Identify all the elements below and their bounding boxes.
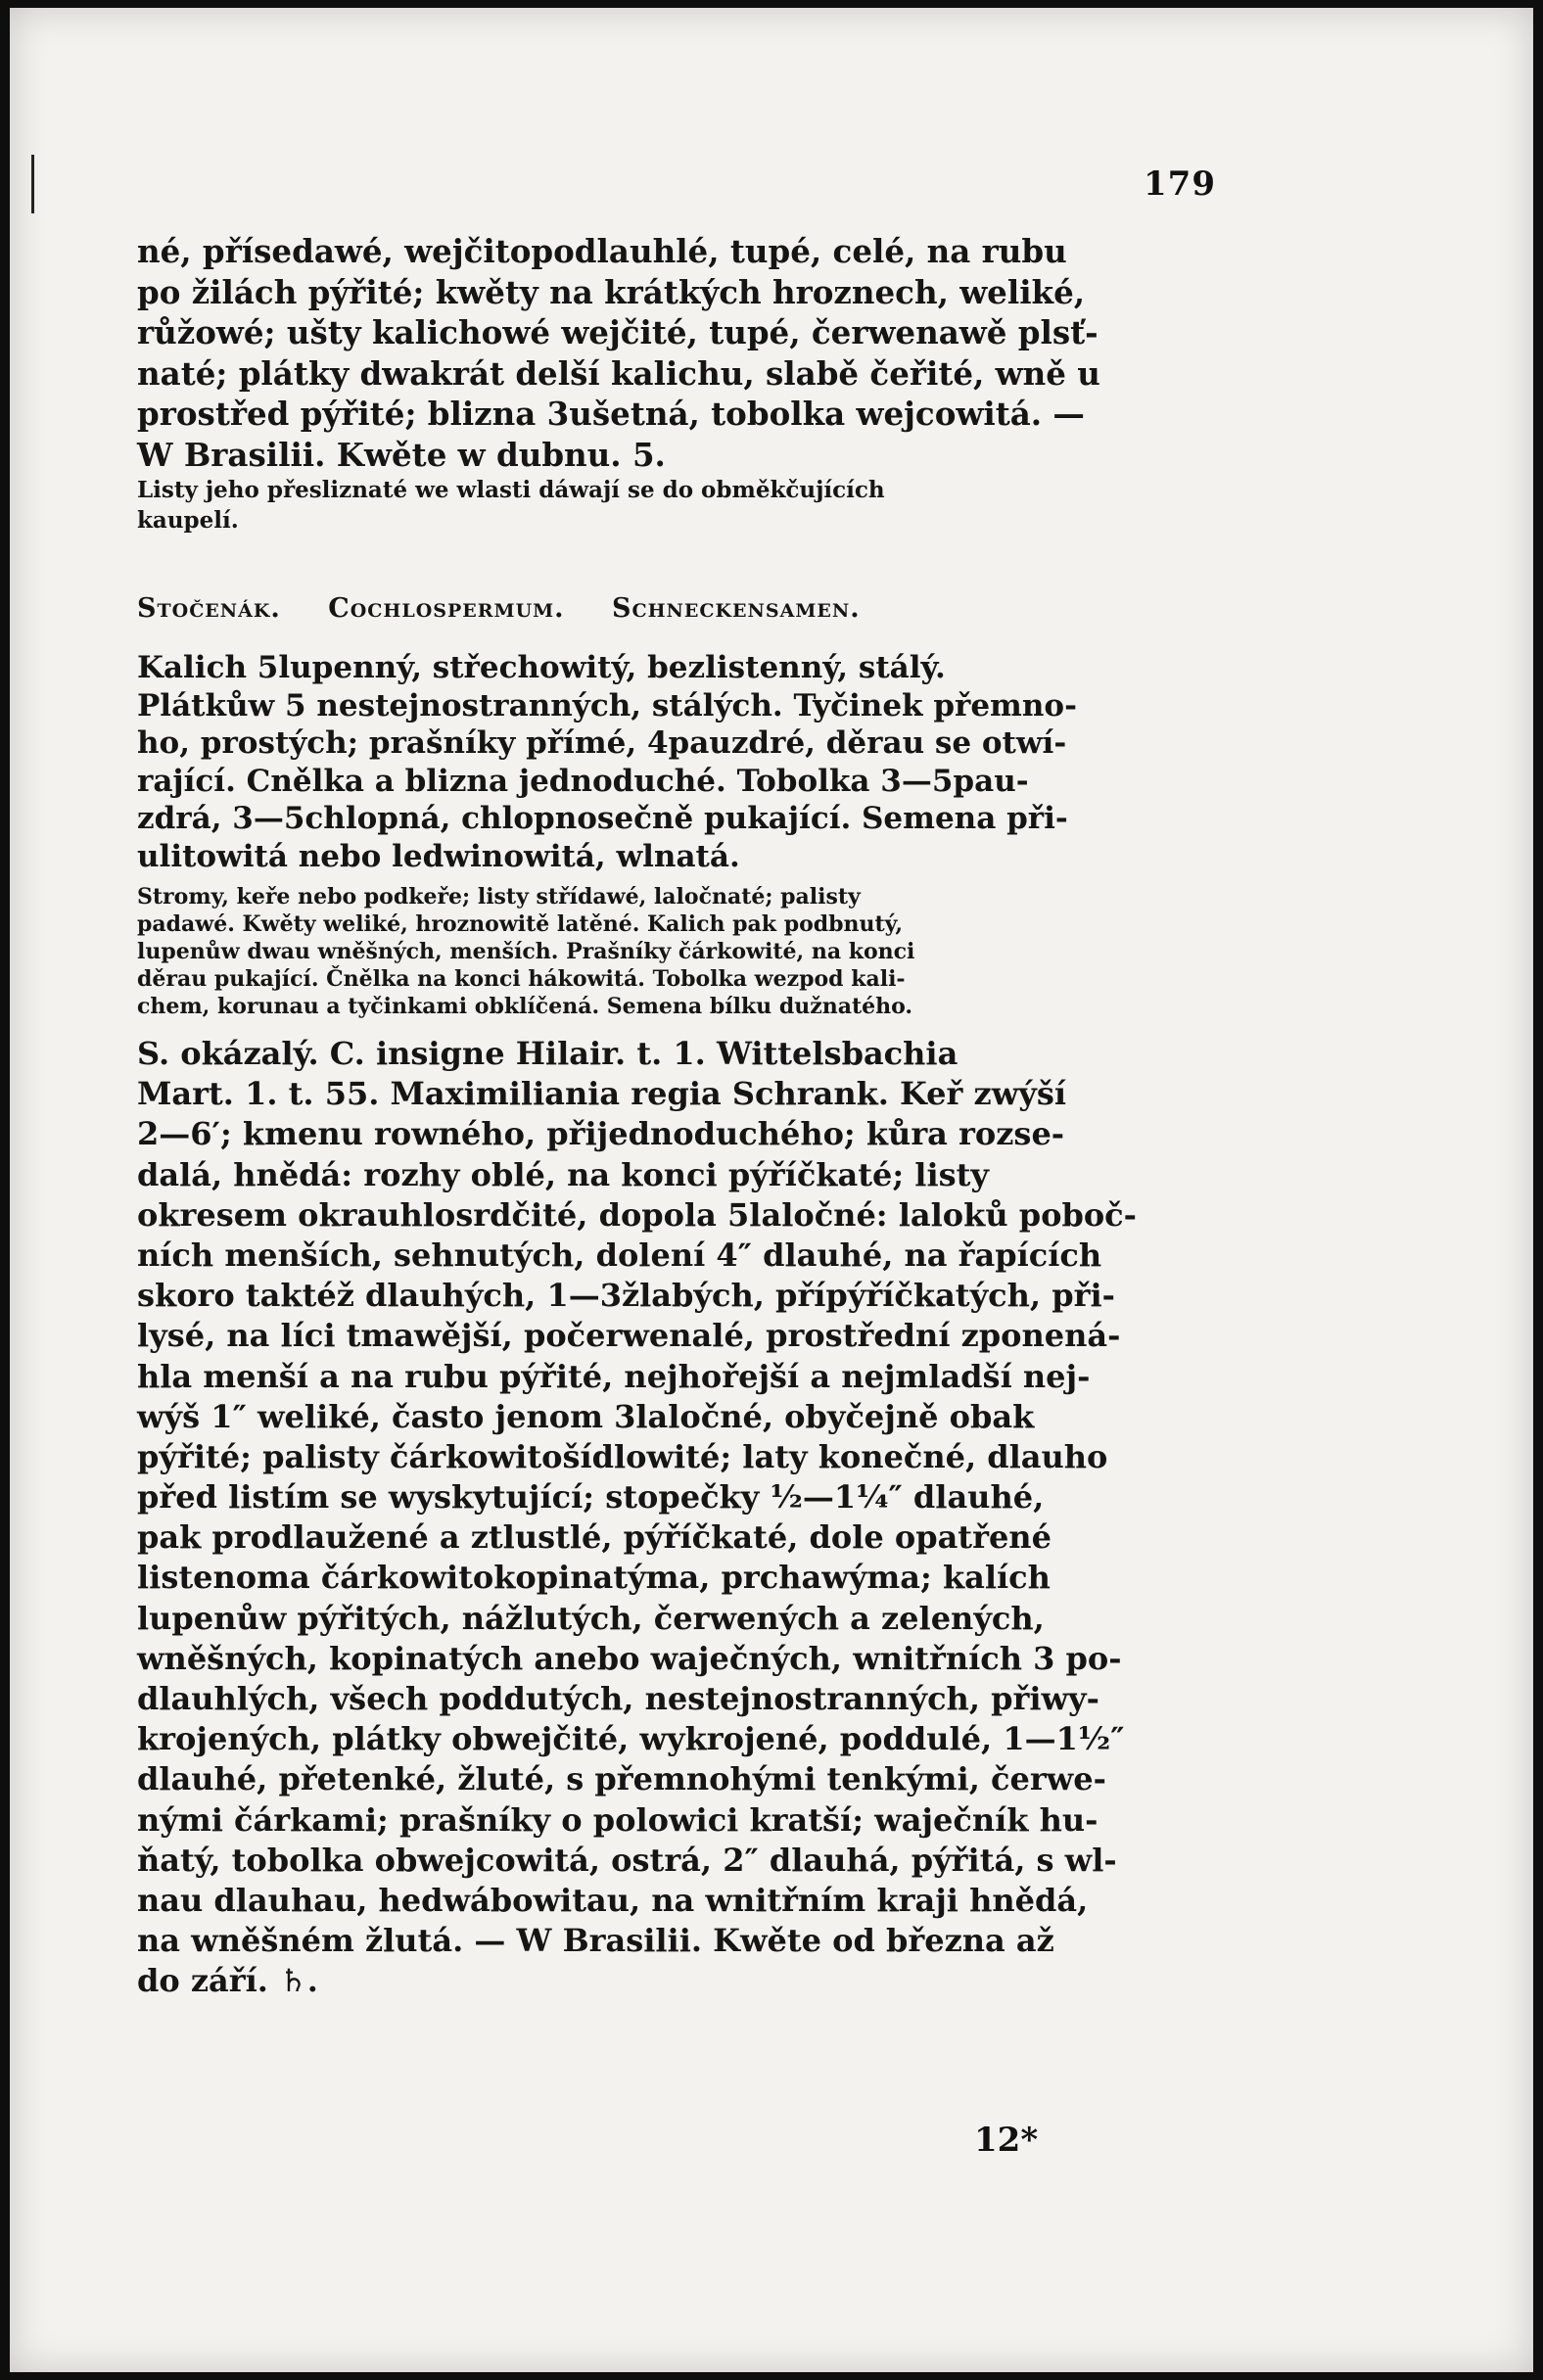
note-line: kaupelí. (137, 507, 239, 534)
page-edge-mark (31, 155, 34, 213)
note-line: Listy jeho přesliznaté we wlasti dáwají se do obměkčujících (137, 477, 885, 503)
genus-heading (137, 584, 1214, 633)
text-line: do září. ♄. (137, 1962, 318, 2000)
text-line: nau dlauhau, hedwábowitau, na wnitřním kraji hnědá, (137, 1881, 1089, 1919)
note-line: děrau pukající. Čnělka na konci hákowitá. Tobolka wezpod kali- (137, 966, 906, 992)
text-line: na wněšném žlutá. — W Brasilii. Kwěte od března až (137, 1922, 1054, 1960)
note-line: padawé. Kwěty weliké, hroznowitě latěné. Kalich pak podbnutý, (137, 911, 904, 937)
text-line: Kalich 5lupenný, střechowitý, bezlistenný, stálý. (137, 650, 946, 685)
note-line: chem, korunau a tyčinkami obklíčená. Semena bílku dužnatého. (137, 994, 913, 1019)
text-line: nými čárkami; prašníky o polowici kratší; waječník hu- (137, 1800, 1099, 1839)
species-entry (137, 1034, 1214, 2002)
text-line: dlauhé, přetenké, žluté, s přemnohými tenkými, čerwe- (137, 1760, 1106, 1798)
text-line: dalá, hnědá: rozhy oblé, na konci pýříčkaté; listy (137, 1155, 989, 1193)
genus-description (137, 649, 1214, 875)
text-line: okresem okrauhlosrdčité, dopola 5laločné: laloků poboč- (137, 1195, 1137, 1234)
text-line: hla menší a na rubu pýřité, nejhořejší a nejmladší nej- (137, 1357, 1091, 1395)
text-line: né, přísedawé, wejčitopodlauhlé, tupé, celé, na rubu (137, 232, 1067, 270)
text-line: rající. Cnělka a blizna jednoduché. Tobolka 3—5pau- (137, 763, 1029, 799)
text-line: pýřité; palisty čárkowitošídlowité; laty konečné, dlauho (137, 1437, 1108, 1475)
text-line: pak prodlaužené a ztlustlé, pýříčkaté, dole opatřené (137, 1518, 1052, 1557)
text-line: naté; plátky dwakrát delší kalichu, slabě čeřité, wně u (137, 353, 1100, 393)
genus-note (137, 883, 1214, 1020)
text-line: prostřed pýřité; blizna 3ušetná, tobolka wejcowitá. — (137, 395, 1085, 433)
text-line: W Brasilii. Kwěte w dubnu. 5. (137, 435, 666, 474)
text-line: ňatý, tobolka obwejcowitá, ostrá, 2″ dlauhá, pýřitá, s wl- (137, 1841, 1117, 1879)
text-line: S. okázalý. C. insigne Hilair. t. 1. Wittelsbachia (137, 1035, 959, 1072)
note-line: Stromy, keře nebo podkeře; listy střídawé, laločnaté; palisty (137, 884, 861, 910)
genus-czech-name: Stočenák. (137, 593, 281, 624)
genus-latin-name: Cochlospermum. (328, 593, 565, 624)
text-line: růžowé; ušty kalichowé wejčité, tupé, čerwenawě plsť- (137, 313, 1099, 351)
text-line: dlauhlých, všech poddutých, nestejnostranných, přiwy- (137, 1680, 1099, 1717)
note-line: lupenůw dwau wněšných, menších. Prašníky čárkowité, na konci (137, 939, 915, 964)
page-number: 179 (1144, 164, 1216, 204)
text-line: skoro taktéž dlauhých, 1—3žlabých, přípýříčkatých, při- (137, 1277, 1115, 1315)
text-line: ulitowitá nebo ledwinowitá, wlnatá. (137, 838, 740, 874)
text-line: Mart. 1. t. 55. Maximiliania regia Schrank. Keř zwýší (137, 1075, 1066, 1113)
text-line: Plátkůw 5 nestejnostranných, stálých. Tyčinek přemno- (137, 687, 1077, 723)
text-line: zdrá, 3—5chlopná, chlopnosečně pukající. Semena při- (137, 801, 1068, 836)
text-line: lysé, na líci tmawější, počerwenalé, prostřední zponená- (137, 1317, 1121, 1355)
page-text (137, 231, 1214, 2002)
text-line: lupenůw pýřitých, nážlutých, čerwených a zelených, (137, 1599, 1045, 1637)
text-line: před listím se wyskytující; stopečky ½—1¼″ dlauhé, (137, 1478, 1045, 1517)
book-page (10, 8, 1533, 2372)
text-line: krojených, plátky obwejčité, wykrojené, poddulé, 1—1½″ (137, 1720, 1125, 1758)
text-line: listenoma čárkowitokopinatýma, prchawýma; kalích (137, 1559, 1051, 1597)
text-line: ních menších, sehnutých, dolení 4″ dlauhé, na řapících (137, 1236, 1102, 1274)
signature-mark: 12* (974, 2121, 1039, 2160)
text-line: po žilách pýřité; kwěty na krátkých hroznech, weliké, (137, 272, 1086, 311)
text-line: wýš 1″ weliké, často jenom 3laločné, obyčejně obak (137, 1397, 1035, 1435)
text-line: 2—6′; kmenu rowného, přijednoduchého; kůra rozse- (137, 1115, 1065, 1153)
paragraph-continuation (137, 231, 1214, 475)
usage-note (137, 475, 1214, 536)
genus-german-name: Schneckensamen. (611, 593, 861, 624)
text-line: ho, prostých; prašníky přímé, 4pauzdré, děrau se otwí- (137, 725, 1067, 761)
text-line: wněšných, kopinatých anebo waječných, wnitřních 3 po- (137, 1639, 1122, 1677)
